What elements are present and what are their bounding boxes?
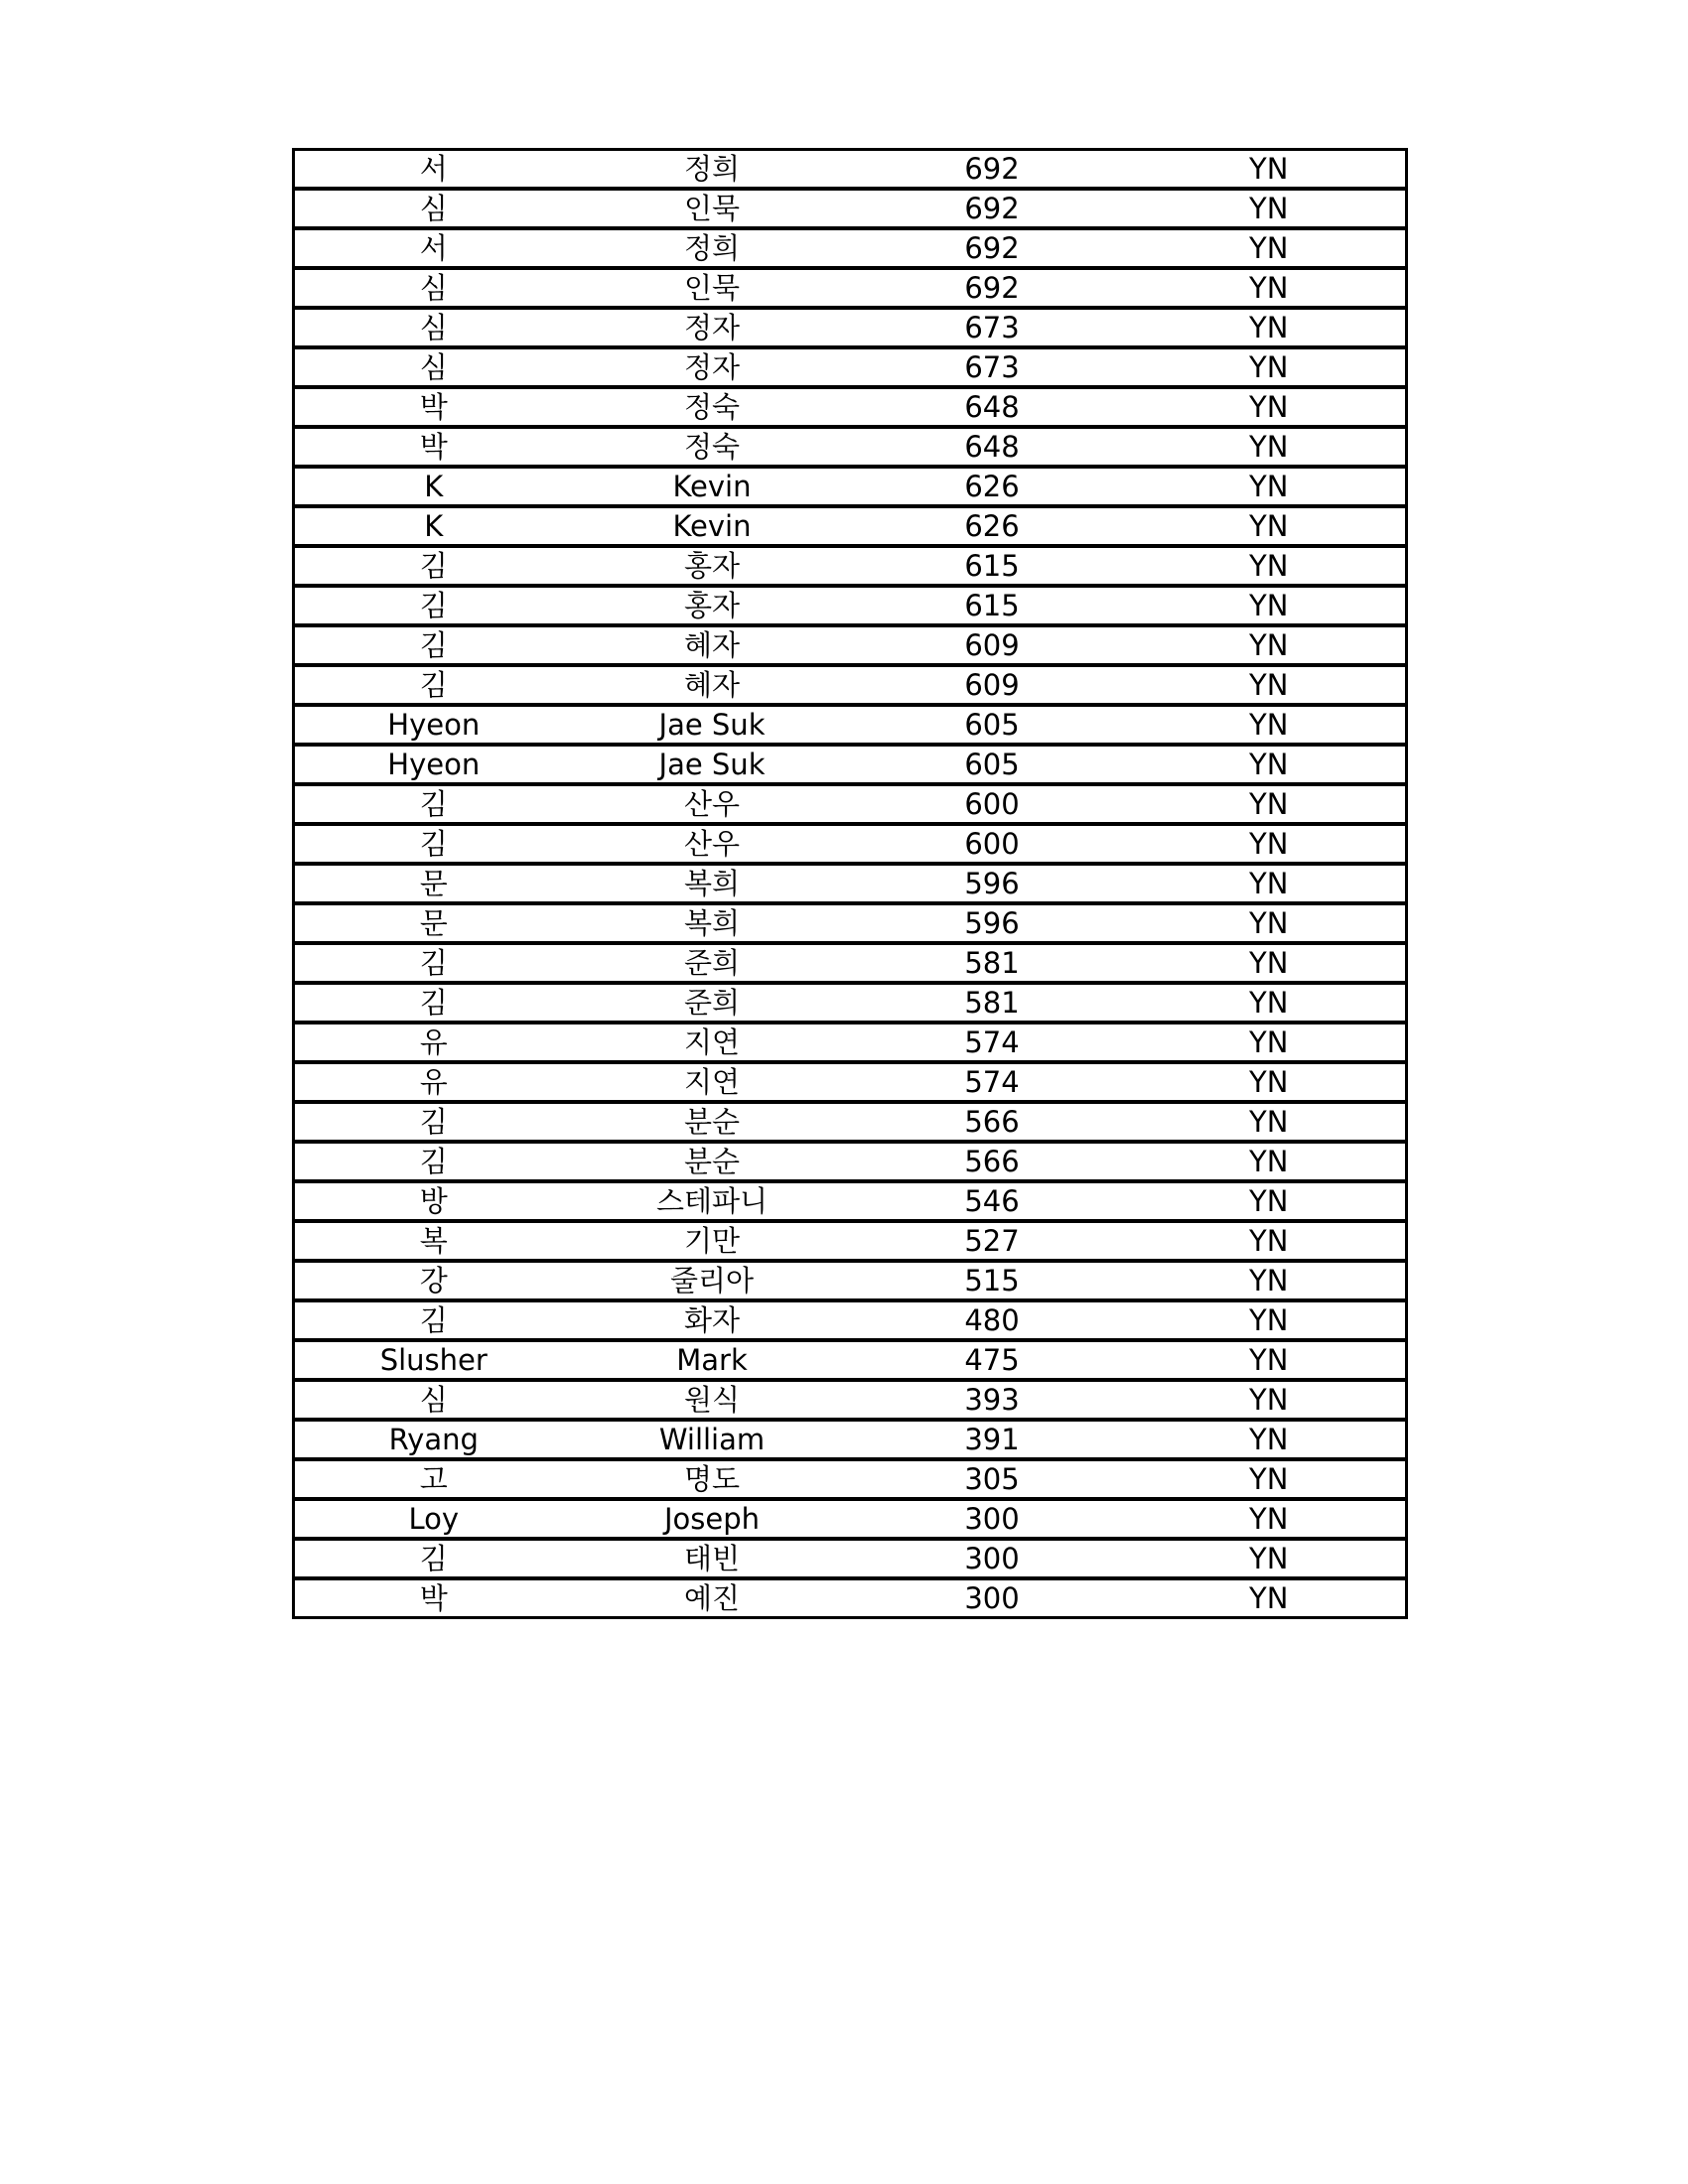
first-name-cell: 복희 bbox=[573, 864, 852, 903]
score-cell: 648 bbox=[852, 387, 1133, 427]
status-cell: YN bbox=[1133, 903, 1407, 943]
status-cell: YN bbox=[1133, 1578, 1407, 1618]
score-cell: 673 bbox=[852, 308, 1133, 347]
first-name-cell: 분순 bbox=[573, 1102, 852, 1142]
table-row bbox=[294, 1340, 1407, 1380]
status-cell: YN bbox=[1133, 268, 1407, 308]
score-cell: 581 bbox=[852, 983, 1133, 1023]
first-name-cell: 준희 bbox=[573, 943, 852, 983]
status-cell: YN bbox=[1133, 625, 1407, 665]
table-row bbox=[294, 586, 1407, 625]
score-cell: 600 bbox=[852, 824, 1133, 864]
table-row bbox=[294, 705, 1407, 745]
status-cell: YN bbox=[1133, 864, 1407, 903]
score-cell: 692 bbox=[852, 268, 1133, 308]
table-row bbox=[294, 1578, 1407, 1618]
last-name-cell: 김 bbox=[294, 1300, 573, 1340]
first-name-cell: 산우 bbox=[573, 784, 852, 824]
score-cell: 566 bbox=[852, 1142, 1133, 1181]
first-name-cell: 스테파니 bbox=[573, 1181, 852, 1221]
score-cell: 615 bbox=[852, 546, 1133, 586]
last-name-cell: 유 bbox=[294, 1023, 573, 1062]
roster-table-body bbox=[294, 150, 1407, 1618]
first-name-cell: 예진 bbox=[573, 1578, 852, 1618]
table-row bbox=[294, 1102, 1407, 1142]
table-row bbox=[294, 189, 1407, 228]
table-row bbox=[294, 506, 1407, 546]
score-cell: 609 bbox=[852, 625, 1133, 665]
first-name-cell: 화자 bbox=[573, 1300, 852, 1340]
status-cell: YN bbox=[1249, 152, 1289, 186]
status-cell: YN bbox=[1133, 1499, 1407, 1539]
last-name-cell: 고 bbox=[294, 1459, 573, 1499]
table-row bbox=[294, 308, 1407, 347]
first-name-cell: Jae Suk bbox=[573, 705, 852, 745]
first-name-cell: Joseph bbox=[573, 1499, 852, 1539]
score-cell: 626 bbox=[852, 506, 1133, 546]
table-row bbox=[294, 625, 1407, 665]
last-name-cell: 문 bbox=[294, 864, 573, 903]
first-name-cell: 정희 bbox=[573, 228, 852, 268]
last-name-cell: Slusher bbox=[294, 1340, 573, 1380]
score-cell: 692 bbox=[852, 228, 1133, 268]
last-name-cell: 김 bbox=[294, 1142, 573, 1181]
status-cell: YN bbox=[1133, 824, 1407, 864]
score-cell: 673 bbox=[852, 347, 1133, 387]
score-cell: 600 bbox=[852, 784, 1133, 824]
first-name-cell: 원식 bbox=[573, 1380, 852, 1420]
last-name-cell: 박 bbox=[294, 427, 573, 467]
score-cell: 305 bbox=[852, 1459, 1133, 1499]
table-row bbox=[294, 1062, 1407, 1102]
score-cell: 566 bbox=[852, 1102, 1133, 1142]
score-cell: 648 bbox=[852, 427, 1133, 467]
first-name-cell: 정자 bbox=[573, 347, 852, 387]
table-row bbox=[294, 1261, 1407, 1300]
last-name-cell: 김 bbox=[294, 546, 573, 586]
table-row bbox=[294, 665, 1407, 705]
last-name-cell: 김 bbox=[294, 586, 573, 625]
score-cell: 574 bbox=[852, 1062, 1133, 1102]
score-cell: 692 bbox=[852, 189, 1133, 228]
status-cell: YN bbox=[1133, 586, 1407, 625]
status-cell: YN bbox=[1133, 506, 1407, 546]
first-name-cell: Kevin bbox=[573, 467, 852, 506]
score-cell: 300 bbox=[852, 1578, 1133, 1618]
status-cell: YN bbox=[1133, 1181, 1407, 1221]
status-cell: YN bbox=[1133, 784, 1407, 824]
status-cell: YN bbox=[1133, 546, 1407, 586]
first-name-cell: Mark bbox=[573, 1340, 852, 1380]
status-cell: YN bbox=[1133, 347, 1407, 387]
first-name-cell: 정자 bbox=[573, 308, 852, 347]
table-row bbox=[294, 1459, 1407, 1499]
status-cell: YN bbox=[1133, 705, 1407, 745]
last-name-cell: 김 bbox=[294, 1102, 573, 1142]
first-name-cell: Kevin bbox=[573, 506, 852, 546]
table-row bbox=[294, 228, 1407, 268]
last-name-cell: K bbox=[294, 506, 573, 546]
table-row bbox=[294, 427, 1407, 467]
score-cell: 596 bbox=[852, 903, 1133, 943]
first-name-cell: 정희 bbox=[683, 152, 741, 186]
first-name-cell: 줄리아 bbox=[573, 1261, 852, 1300]
status-cell: YN bbox=[1133, 1023, 1407, 1062]
score-cell: 692 bbox=[964, 152, 1020, 186]
status-cell: YN bbox=[1133, 189, 1407, 228]
last-name-cell: Hyeon bbox=[294, 745, 573, 784]
score-cell: 475 bbox=[852, 1340, 1133, 1380]
first-name-cell: 정숙 bbox=[573, 387, 852, 427]
first-name-cell: 혜자 bbox=[573, 665, 852, 705]
last-name-cell: 문 bbox=[294, 903, 573, 943]
score-cell: 546 bbox=[852, 1181, 1133, 1221]
last-name-cell: 서 bbox=[294, 228, 573, 268]
last-name-cell: 복 bbox=[294, 1221, 573, 1261]
table-row bbox=[294, 268, 1407, 308]
table-row bbox=[294, 467, 1407, 506]
status-cell: YN bbox=[1133, 1300, 1407, 1340]
score-cell: 391 bbox=[852, 1420, 1133, 1459]
table-row bbox=[294, 1181, 1407, 1221]
table-row bbox=[294, 1420, 1407, 1459]
status-cell: YN bbox=[1133, 467, 1407, 506]
last-name-cell: 심 bbox=[294, 1380, 573, 1420]
first-name-cell: 인묵 bbox=[573, 189, 852, 228]
last-name-cell: 심 bbox=[294, 308, 573, 347]
first-name-cell: 정숙 bbox=[573, 427, 852, 467]
score-cell: 480 bbox=[852, 1300, 1133, 1340]
status-cell: YN bbox=[1133, 1420, 1407, 1459]
table-row bbox=[294, 150, 1407, 190]
status-cell: YN bbox=[1133, 1102, 1407, 1142]
table-row bbox=[294, 1499, 1407, 1539]
status-cell: YN bbox=[1133, 427, 1407, 467]
status-cell: YN bbox=[1133, 745, 1407, 784]
first-name-cell: 분순 bbox=[573, 1142, 852, 1181]
table-row bbox=[294, 1300, 1407, 1340]
table-row bbox=[294, 903, 1407, 943]
score-cell: 515 bbox=[852, 1261, 1133, 1300]
status-cell: YN bbox=[1133, 1539, 1407, 1578]
table-row bbox=[294, 1380, 1407, 1420]
last-name-cell: 김 bbox=[294, 943, 573, 983]
last-name-cell: 심 bbox=[294, 189, 573, 228]
last-name-cell: 김 bbox=[294, 784, 573, 824]
score-cell: 574 bbox=[852, 1023, 1133, 1062]
last-name-cell: 심 bbox=[294, 268, 573, 308]
last-name-cell: 유 bbox=[294, 1062, 573, 1102]
score-cell: 609 bbox=[852, 665, 1133, 705]
first-name-cell: Jae Suk bbox=[573, 745, 852, 784]
last-name-cell: Ryang bbox=[294, 1420, 573, 1459]
last-name-cell: 심 bbox=[294, 347, 573, 387]
table-row bbox=[294, 1023, 1407, 1062]
table-row bbox=[294, 745, 1407, 784]
last-name-cell: Loy bbox=[294, 1499, 573, 1539]
first-name-cell: 혜자 bbox=[573, 625, 852, 665]
score-cell: 393 bbox=[852, 1380, 1133, 1420]
last-name-cell: 박 bbox=[294, 1578, 573, 1618]
status-cell: YN bbox=[1133, 665, 1407, 705]
score-cell: 596 bbox=[852, 864, 1133, 903]
table-row bbox=[294, 1539, 1407, 1578]
score-cell: 300 bbox=[852, 1499, 1133, 1539]
first-name-cell: 홍자 bbox=[573, 586, 852, 625]
first-name-cell: William bbox=[573, 1420, 852, 1459]
last-name-cell: K bbox=[294, 467, 573, 506]
last-name-cell: 방 bbox=[294, 1181, 573, 1221]
last-name-cell: 서 bbox=[419, 152, 448, 186]
first-name-cell: 기만 bbox=[573, 1221, 852, 1261]
last-name-cell: 김 bbox=[294, 983, 573, 1023]
table-row bbox=[294, 784, 1407, 824]
table-row bbox=[294, 546, 1407, 586]
score-cell: 300 bbox=[852, 1539, 1133, 1578]
last-name-cell: 김 bbox=[294, 625, 573, 665]
table-row bbox=[294, 1142, 1407, 1181]
status-cell: YN bbox=[1133, 1459, 1407, 1499]
table-row bbox=[294, 983, 1407, 1023]
first-name-cell: 태빈 bbox=[573, 1539, 852, 1578]
first-name-cell: 지연 bbox=[573, 1062, 852, 1102]
table-row bbox=[294, 824, 1407, 864]
table-row bbox=[294, 387, 1407, 427]
first-name-cell: 산우 bbox=[573, 824, 852, 864]
score-cell: 605 bbox=[852, 705, 1133, 745]
score-cell: 581 bbox=[852, 943, 1133, 983]
status-cell: YN bbox=[1133, 387, 1407, 427]
last-name-cell: 김 bbox=[294, 665, 573, 705]
first-name-cell: 명도 bbox=[573, 1459, 852, 1499]
last-name-cell: 강 bbox=[294, 1261, 573, 1300]
score-cell: 527 bbox=[852, 1221, 1133, 1261]
status-cell: YN bbox=[1133, 1062, 1407, 1102]
table-row bbox=[294, 347, 1407, 387]
score-cell: 626 bbox=[852, 467, 1133, 506]
score-cell: 615 bbox=[852, 586, 1133, 625]
roster-table bbox=[292, 148, 1408, 1619]
first-name-cell: 준희 bbox=[573, 983, 852, 1023]
score-cell: 605 bbox=[852, 745, 1133, 784]
first-name-cell: 홍자 bbox=[573, 546, 852, 586]
last-name-cell: Hyeon bbox=[294, 705, 573, 745]
last-name-cell: 김 bbox=[294, 1539, 573, 1578]
status-cell: YN bbox=[1133, 1142, 1407, 1181]
first-name-cell: 인묵 bbox=[573, 268, 852, 308]
status-cell: YN bbox=[1133, 1380, 1407, 1420]
status-cell: YN bbox=[1133, 1340, 1407, 1380]
last-name-cell: 박 bbox=[294, 387, 573, 427]
table-row bbox=[294, 943, 1407, 983]
status-cell: YN bbox=[1133, 943, 1407, 983]
status-cell: YN bbox=[1133, 228, 1407, 268]
table-row bbox=[294, 864, 1407, 903]
status-cell: YN bbox=[1133, 1261, 1407, 1300]
table-row bbox=[294, 1221, 1407, 1261]
first-name-cell: 복희 bbox=[573, 903, 852, 943]
last-name-cell: 김 bbox=[294, 824, 573, 864]
first-name-cell: 지연 bbox=[573, 1023, 852, 1062]
status-cell: YN bbox=[1133, 983, 1407, 1023]
status-cell: YN bbox=[1133, 1221, 1407, 1261]
status-cell: YN bbox=[1133, 308, 1407, 347]
